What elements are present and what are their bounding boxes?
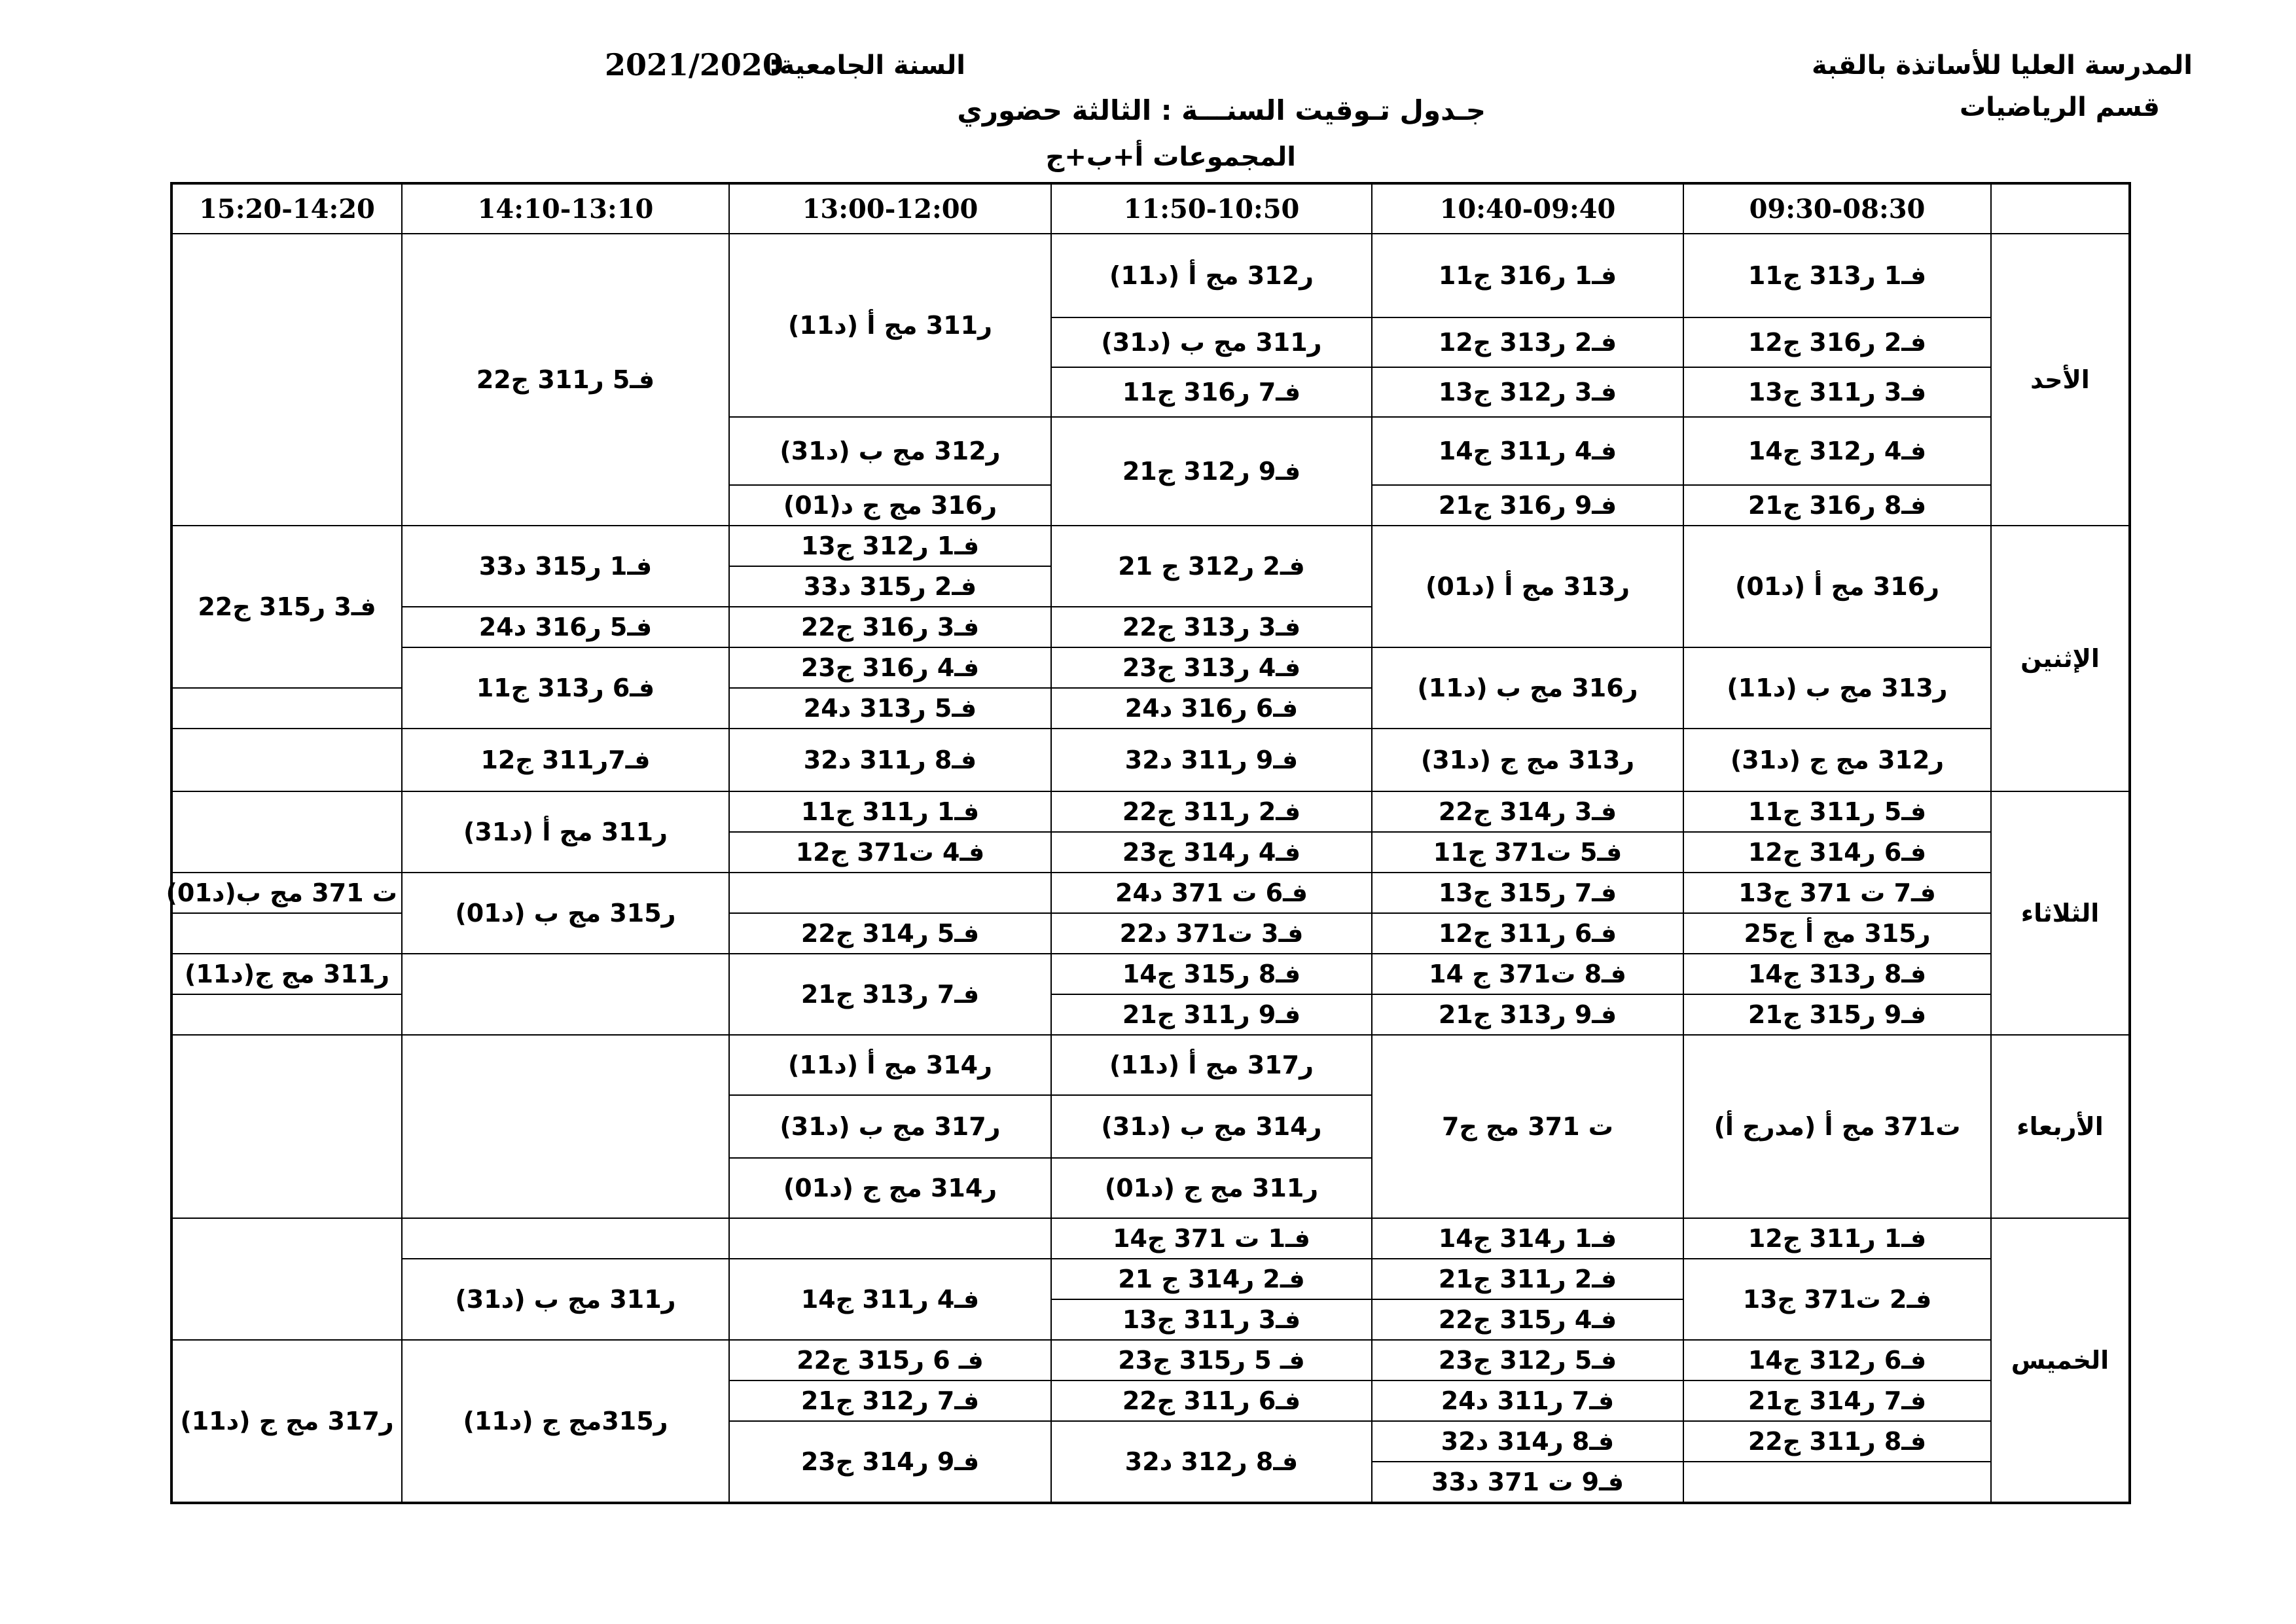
schedule-cell: فـ6 ر312 ج14 bbox=[1683, 1340, 1991, 1380]
table-row bbox=[171, 1259, 2130, 1299]
header-row bbox=[171, 183, 2130, 234]
schedule-cell: فـ7ر311 ج12 bbox=[402, 729, 729, 791]
schedule-cell: فـ8 ر316 ج21 bbox=[1683, 485, 1991, 526]
schedule-cell: فـ1 ر311 ج12 bbox=[1683, 1218, 1991, 1259]
schedule-cell: فـ3 ر313 ج22 bbox=[1051, 607, 1372, 647]
schedule-cell: فـ2 ر314 ج 21 bbox=[1051, 1259, 1372, 1299]
schedule-cell: فـ8 ر314 د32 bbox=[1372, 1421, 1683, 1462]
day-label-tuesday: الثلاثاء bbox=[1991, 791, 2130, 1035]
schedule-cell: ت 371 مج ب(د01) bbox=[171, 873, 402, 913]
table-row bbox=[171, 1035, 2130, 1095]
schedule-cell-empty bbox=[171, 729, 402, 791]
schedule-cell: فـ8 ت371 ج 14 bbox=[1372, 954, 1683, 994]
schedule-cell: فـ4 ر311 ج14 bbox=[1372, 417, 1683, 485]
schedule-cell: فـ5 ر312 ج23 bbox=[1372, 1340, 1683, 1380]
time-slot-header: 09:30-08:30 bbox=[1683, 183, 1991, 234]
schedule-cell: فـ1 ر313 ج11 bbox=[1683, 234, 1991, 317]
schedule-cell-empty bbox=[402, 1035, 729, 1218]
schedule-cell: فـ4 ر314 ج23 bbox=[1051, 832, 1372, 873]
schedule-cell: فـ2 ر313 ج12 bbox=[1372, 317, 1683, 367]
table-row bbox=[171, 954, 2130, 994]
schedule-cell: فـ5 ت371 ج11 bbox=[1372, 832, 1683, 873]
time-slot-header: 10:40-09:40 bbox=[1372, 183, 1683, 234]
schedule-cell: فـ4 ر311 ج14 bbox=[729, 1259, 1051, 1340]
schedule-cell: ر312 مج ج (د31) bbox=[1683, 729, 1991, 791]
schedule-cell: ر315مج ج (د11) bbox=[402, 1340, 729, 1503]
schedule-cell: ر313 مج أ (د01) bbox=[1372, 526, 1683, 647]
schedule-cell: ت371 مج أ (مدرج أ) bbox=[1683, 1035, 1991, 1218]
schedule-cell: فـ9 ر314 ج23 bbox=[729, 1421, 1051, 1503]
schedule-cell: فـ8 ر315 ج14 bbox=[1051, 954, 1372, 994]
schedule-cell: فـ9 ر316 ج21 bbox=[1372, 485, 1683, 526]
schedule-cell: ر314 مج ج (د01) bbox=[729, 1158, 1051, 1218]
schedule-cell-empty bbox=[171, 234, 402, 526]
schedule-cell: فـ9 ت 371 د33 bbox=[1372, 1462, 1683, 1503]
time-slot-header: 11:50-10:50 bbox=[1051, 183, 1372, 234]
schedule-cell: فـ3 ر315 ج22 bbox=[171, 526, 402, 688]
schedule-cell-empty bbox=[171, 1035, 402, 1218]
schedule-cell: ر316 مج ج د(01) bbox=[729, 485, 1051, 526]
schedule-cell: فـ6 ت 371 د24 bbox=[1051, 873, 1372, 913]
schedule-cell: فـ5 ر314 ج22 bbox=[729, 913, 1051, 954]
schedule-cell: فـ3 ر316 ج22 bbox=[729, 607, 1051, 647]
day-label-thursday: الخميس bbox=[1991, 1218, 2130, 1503]
schedule-cell: فـ7 ر313 ج21 bbox=[729, 954, 1051, 1035]
schedule-cell: فـ4 ر313 ج23 bbox=[1051, 647, 1372, 688]
schedule-cell: فـ8 ر312 د32 bbox=[1051, 1421, 1372, 1503]
schedule-cell: فـ6 ر311 ج12 bbox=[1372, 913, 1683, 954]
schedule-cell: ر312 مج ب (د31) bbox=[729, 417, 1051, 485]
schedule-cell-empty bbox=[171, 994, 402, 1035]
schedule-cell: ر313 مج ب (د11) bbox=[1683, 647, 1991, 729]
schedule-cell: فـ4 ر315 ج22 bbox=[1372, 1299, 1683, 1340]
table-row bbox=[171, 791, 2130, 832]
schedule-cell: فـ5 ر313 د24 bbox=[729, 688, 1051, 729]
schedule-cell: ر311 مج ج(د11) bbox=[171, 954, 402, 994]
schedule-cell: فـ1 ر315 د33 bbox=[402, 526, 729, 607]
schedule-cell: فـ7 ر314 ج21 bbox=[1683, 1380, 1991, 1421]
schedule-cell: فـ8 ر311 د32 bbox=[729, 729, 1051, 791]
schedule-cell: ر311 مج ب (د31) bbox=[402, 1259, 729, 1340]
schedule-cell: فـ8 ر311 ج22 bbox=[1683, 1421, 1991, 1462]
schedule-cell: ر315 مج ب (د01) bbox=[402, 873, 729, 954]
schedule-cell: فـ7 ت 371 ج13 bbox=[1683, 873, 1991, 913]
schedule-cell: فـ4 ر316 ج23 bbox=[729, 647, 1051, 688]
schedule-cell: فـ9 ر315 ج21 bbox=[1683, 994, 1991, 1035]
schedule-cell: فـ 5 ر315 ج23 bbox=[1051, 1340, 1372, 1380]
schedule-cell: فـ1 ر314 ج14 bbox=[1372, 1218, 1683, 1259]
schedule-cell: فـ5 ر311 ج22 bbox=[402, 234, 729, 526]
schedule-cell: فـ2 ر315 د33 bbox=[729, 566, 1051, 607]
schedule-cell: فـ2 ر316 ج12 bbox=[1683, 317, 1991, 367]
schedule-cell: ر312 مج أ (د11) bbox=[1051, 234, 1372, 317]
timetable bbox=[166, 182, 2131, 1504]
schedule-cell: فـ1 ر316 ج11 bbox=[1372, 234, 1683, 317]
schedule-cell: ر313 مج ج (د31) bbox=[1372, 729, 1683, 791]
schedule-cell: ر311 مج ج (د01) bbox=[1051, 1158, 1372, 1218]
schedule-cell: ر311 مج أ (د31) bbox=[402, 791, 729, 873]
academic-year: 2021/2020 bbox=[605, 47, 783, 82]
schedule-cell: فـ2 ت371 ج13 bbox=[1683, 1259, 1991, 1340]
schedule-cell: فـ9 ر311 د32 bbox=[1051, 729, 1372, 791]
schedule-cell: فـ5 ر316 د24 bbox=[402, 607, 729, 647]
schedule-cell-empty bbox=[171, 1218, 402, 1340]
schedule-cell: فـ3 ر311 ج13 bbox=[1051, 1299, 1372, 1340]
schedule-cell: فـ9 ر313 ج21 bbox=[1372, 994, 1683, 1035]
schedule-cell: ر315 مج أ ج25 bbox=[1683, 913, 1991, 954]
schedule-cell-empty bbox=[729, 873, 1051, 913]
time-slot-header: 15:20-14:20 bbox=[171, 183, 402, 234]
time-slot-header: 14:10-13:10 bbox=[402, 183, 729, 234]
schedule-cell-empty bbox=[402, 954, 729, 1035]
academic-year-label: السنة الجامعية: bbox=[768, 50, 965, 81]
table-row bbox=[171, 873, 2130, 913]
schedule-cell: فـ2 ر311 ج21 bbox=[1372, 1259, 1683, 1299]
schedule-cell: فـ6 ر313 ج11 bbox=[402, 647, 729, 729]
schedule-cell: ر316 مج ب (د11) bbox=[1372, 647, 1683, 729]
schedule-cell: فـ3 ت371 د22 bbox=[1051, 913, 1372, 954]
schedule-cell-empty bbox=[171, 913, 402, 954]
schedule-cell: فـ7 ر315 ج13 bbox=[1372, 873, 1683, 913]
schedule-cell: فـ1 ر312 ج13 bbox=[729, 526, 1051, 566]
time-slot-header: 13:00-12:00 bbox=[729, 183, 1051, 234]
groups-label: المجموعات أ+ب+ج bbox=[1045, 142, 1296, 172]
schedule-cell: ر317 مج ج (د11) bbox=[171, 1340, 402, 1503]
school-name: المدرسة العليا للأساتذة بالقبة bbox=[1812, 50, 2193, 81]
schedule-cell-empty bbox=[1683, 1462, 1991, 1503]
day-label-monday: الإثنين bbox=[1991, 526, 2130, 791]
day-label-wednesday: الأربعاء bbox=[1991, 1035, 2130, 1218]
schedule-cell: فـ7 ر312 ج21 bbox=[729, 1380, 1051, 1421]
schedule-cell: فـ4 ر312 ج14 bbox=[1683, 417, 1991, 485]
schedule-cell: فـ4 ت371 ج12 bbox=[729, 832, 1051, 873]
schedule-cell-empty bbox=[171, 791, 402, 873]
schedule-cell: فـ9 ر312 ج21 bbox=[1051, 417, 1372, 526]
schedule-cell: فـ3 ر311 ج13 bbox=[1683, 367, 1991, 417]
schedule-cell: فـ9 ر311 ج21 bbox=[1051, 994, 1372, 1035]
table-row bbox=[171, 729, 2130, 791]
schedule-cell: فـ6 ر314 ج12 bbox=[1683, 832, 1991, 873]
table-row bbox=[171, 526, 2130, 566]
schedule-cell: فـ3 ر314 ج22 bbox=[1372, 791, 1683, 832]
schedule-cell: ر317 مج ب (د31) bbox=[729, 1095, 1051, 1158]
schedule-cell: فـ1 ت 371 ج14 bbox=[1051, 1218, 1372, 1259]
corner-cell bbox=[1991, 183, 2130, 234]
schedule-cell: فـ3 ر312 ج13 bbox=[1372, 367, 1683, 417]
schedule-cell: فـ6 ر316 د24 bbox=[1051, 688, 1372, 729]
schedule-cell: فـ6 ر311 ج22 bbox=[1051, 1380, 1372, 1421]
schedule-cell: فـ2 ر311 ج22 bbox=[1051, 791, 1372, 832]
schedule-cell: ر311 مج أ (د11) bbox=[729, 234, 1051, 417]
schedule-cell-empty bbox=[729, 1218, 1051, 1259]
table-row bbox=[171, 1218, 2130, 1259]
department-name: قسم الرياضيات bbox=[1959, 92, 2160, 122]
schedule-cell: فـ5 ر311 ج11 bbox=[1683, 791, 1991, 832]
schedule-cell: فـ1 ر311 ج11 bbox=[729, 791, 1051, 832]
schedule-cell: فـ 6 ر315 ج22 bbox=[729, 1340, 1051, 1380]
schedule-title: جـدول تـوقيت السنـــة : الثالثة حضوري bbox=[957, 94, 1486, 126]
schedule-cell: ر317 مج أ (د11) bbox=[1051, 1035, 1372, 1095]
table-row bbox=[171, 1340, 2130, 1380]
schedule-cell: فـ8 ر313 ج14 bbox=[1683, 954, 1991, 994]
schedule-cell-empty bbox=[402, 1218, 729, 1259]
schedule-cell: ر314 مج أ (د11) bbox=[729, 1035, 1051, 1095]
schedule-cell: فـ7 ر316 ج11 bbox=[1051, 367, 1372, 417]
schedule-cell: ر316 مج أ (د01) bbox=[1683, 526, 1991, 647]
day-label-sunday: الأحد bbox=[1991, 234, 2130, 526]
table-row bbox=[171, 234, 2130, 317]
schedule-cell-empty bbox=[171, 688, 402, 729]
schedule-cell: فـ7 ر311 د24 bbox=[1372, 1380, 1683, 1421]
schedule-cell: فـ2 ر312 ج 21 bbox=[1051, 526, 1372, 607]
schedule-cell: ت 371 مج ج7 bbox=[1372, 1035, 1683, 1218]
schedule-cell: ر314 مج ب (د31) bbox=[1051, 1095, 1372, 1158]
table-row bbox=[171, 647, 2130, 688]
schedule-cell: ر311 مج ب (د31) bbox=[1051, 317, 1372, 367]
